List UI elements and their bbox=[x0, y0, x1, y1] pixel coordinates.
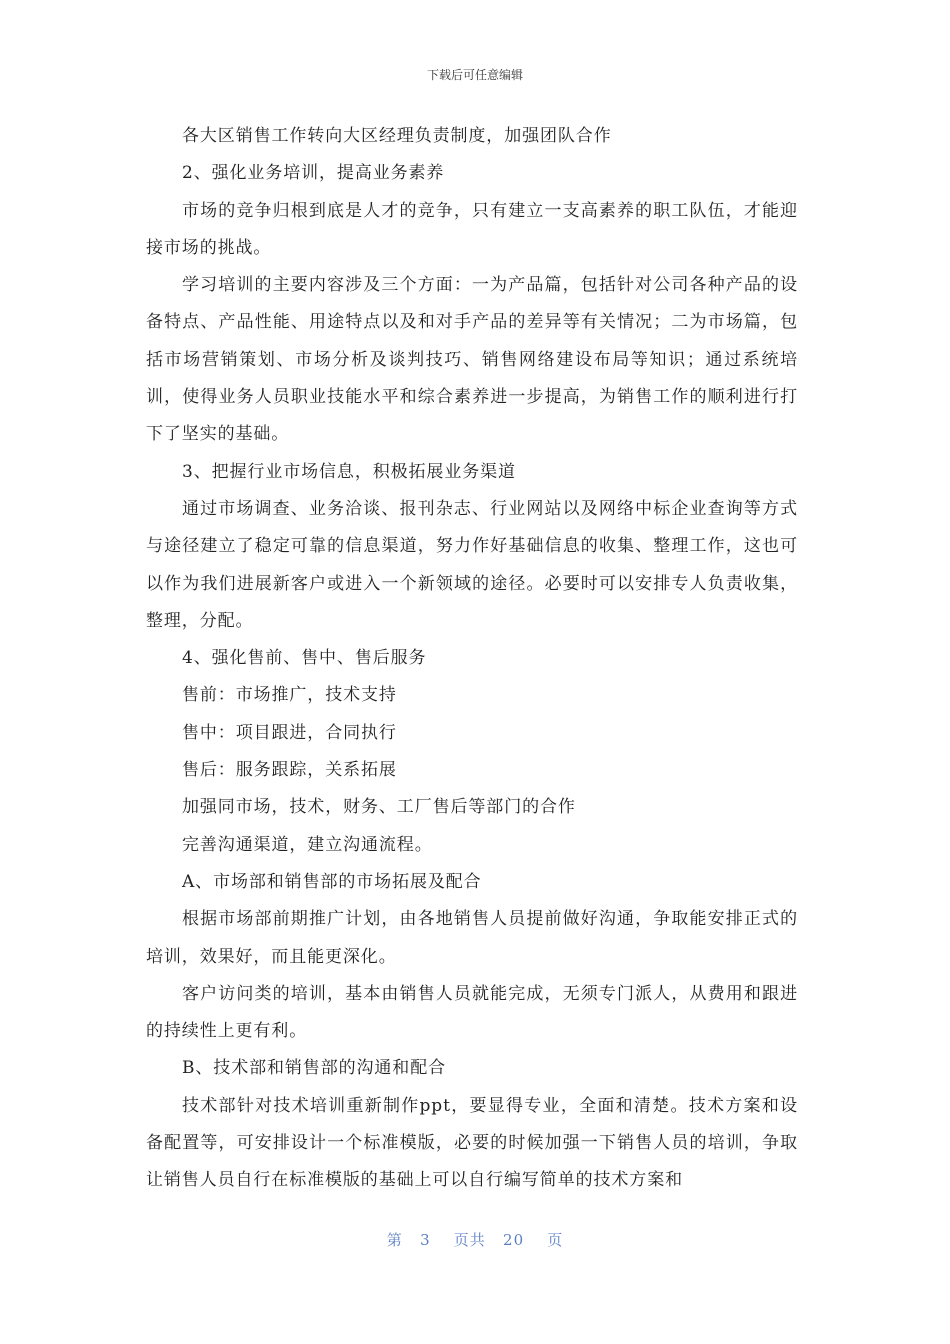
section-heading: 3、把握行业市场信息，积极拓展业务渠道 bbox=[182, 461, 516, 482]
section-heading: 2、强化业务培训，提高业务素养 bbox=[182, 163, 445, 184]
paragraph: 学习培训的主要内容涉及三个方面：一为产品篇，包括针对公司各种产品的设备特点、产品性能、用途特点以及和对手产品的差异等有关情况；二为市场篇，包括市场营销策划、市场分析及谈判技巧、销售网络建设布局等知识；通过系统培训，使得业务人员职业技能水平和综合素养进一步提高，为销售工作的顺利进行打下了坚实的基础。 bbox=[146, 275, 798, 445]
total-pages-number: 20 bbox=[503, 1231, 525, 1249]
paragraph: 售后：服务跟踪，关系拓展 bbox=[182, 760, 397, 781]
section-heading: A、市场部和销售部的市场拓展及配合 bbox=[182, 871, 482, 892]
section-heading: B、技术部和销售部的沟通和配合 bbox=[182, 1058, 446, 1079]
section-heading: 4、强化售前、售中、售后服务 bbox=[182, 648, 427, 669]
page-footer bbox=[0, 1229, 950, 1250]
paragraph: 根据市场部前期推广计划，由各地销售人员提前做好沟通，争取能安排正式的培训，效果好，而且能更深化。 bbox=[146, 909, 798, 967]
paragraph: 加强同市场，技术，财务、工厂售后等部门的合作 bbox=[182, 797, 576, 818]
paragraph: 售前：市场推广，技术支持 bbox=[182, 685, 397, 706]
paragraph: 技术部针对技术培训重新制作ppt，要显得专业，全面和清楚。技术方案和设备配置等，可安排设计一个标准模版，必要的时候加强一下销售人员的培训，争取让销售人员自行在标准模版的基础上可以自行编写简单的技术方案和 bbox=[146, 1095, 798, 1191]
document-body bbox=[146, 118, 798, 1200]
footer-prefix: 第 bbox=[386, 1231, 403, 1249]
paragraph: 完善沟通渠道，建立沟通流程。 bbox=[182, 834, 433, 855]
paragraph: 客户访问类的培训，基本由销售人员就能完成，无须专门派人，从费用和跟进的持续性上更有利。 bbox=[146, 983, 798, 1042]
paragraph: 各大区销售工作转向大区经理负责制度，加强团队合作 bbox=[182, 126, 612, 146]
paragraph: 市场的竞争归根到底是人才的竞争，只有建立一支高素养的职工队伍，才能迎接市场的挑战。 bbox=[146, 200, 798, 258]
paragraph: 售中：项目跟进，合同执行 bbox=[182, 722, 397, 743]
footer-middle: 页共 bbox=[453, 1231, 486, 1249]
page-header: 下载后可任意编辑 bbox=[426, 68, 523, 82]
current-page-number: 3 bbox=[420, 1231, 431, 1249]
footer-suffix: 页 bbox=[547, 1231, 564, 1249]
paragraph: 通过市场调查、业务洽谈、报刊杂志、行业网站以及网络中标企业查询等方式与途径建立了稳定可靠的信息渠道，努力作好基础信息的收集、整理工作，这也可以作为我们进展新客户或进入一个新领域的途径。必要时可以安排专人负责收集，整理，分配。 bbox=[146, 498, 798, 631]
